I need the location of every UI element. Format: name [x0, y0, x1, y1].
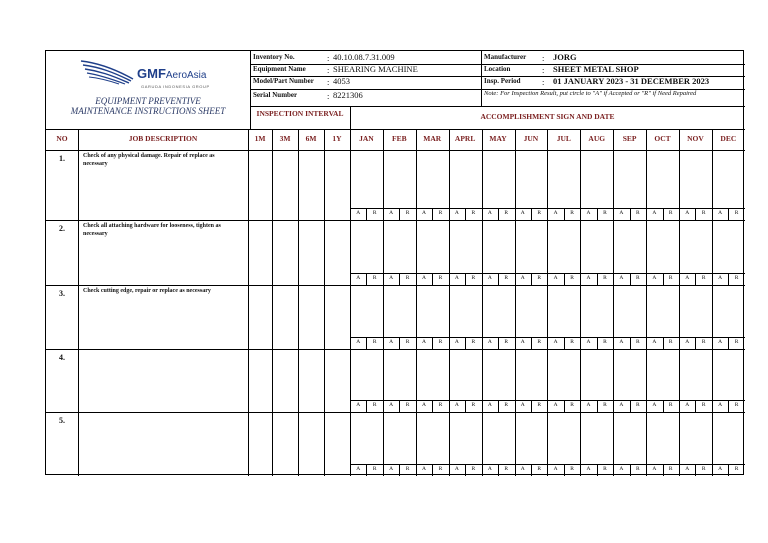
result-option-a: A	[389, 466, 394, 472]
result-option-a: A	[487, 466, 492, 472]
grid-line	[580, 129, 581, 476]
result-option-a: A	[520, 210, 525, 216]
result-option-a: A	[487, 275, 492, 281]
grid-line	[432, 273, 433, 285]
result-option-r: R	[701, 466, 706, 472]
grid-line	[498, 273, 499, 285]
result-option-r: R	[471, 339, 476, 345]
result-option-r: R	[636, 466, 640, 472]
grid-line	[498, 208, 499, 220]
grid-line	[250, 106, 745, 107]
result-option-a: A	[454, 275, 459, 281]
result-option-a: A	[454, 402, 459, 408]
info-sep-left: :	[327, 53, 330, 63]
form-title-line1: EQUIPMENT PREVENTIVE	[95, 96, 201, 106]
column-interval-1y: 1Y	[332, 134, 342, 143]
column-month-jan: JAN	[359, 134, 374, 143]
row-number: 5.	[59, 416, 65, 425]
result-option-a: A	[553, 339, 558, 345]
grid-line	[399, 464, 400, 476]
result-option-a: A	[487, 402, 492, 408]
grid-line	[46, 220, 745, 221]
column-month-mar: MAR	[423, 134, 442, 143]
grid-line	[350, 337, 745, 338]
grid-line	[248, 129, 249, 476]
result-option-a: A	[389, 210, 394, 216]
result-option-r: R	[438, 339, 443, 345]
result-option-a: A	[652, 466, 657, 472]
result-option-a: A	[389, 339, 394, 345]
column-job-description: JOB DESCRIPTION	[128, 134, 198, 143]
grid-line	[46, 129, 745, 130]
brand-name	[137, 66, 206, 81]
result-option-r: R	[372, 275, 377, 281]
grid-line	[366, 208, 367, 220]
grid-line	[498, 400, 499, 412]
result-option-r: R	[537, 402, 541, 408]
grid-line	[416, 129, 417, 476]
result-option-a: A	[487, 210, 492, 216]
column-month-jul: JUL	[556, 134, 571, 143]
grid-line	[728, 400, 729, 412]
grid-line	[324, 129, 325, 476]
grid-line	[663, 208, 664, 220]
result-option-a: A	[520, 402, 525, 408]
grid-line	[630, 273, 631, 285]
grid-line	[728, 337, 729, 349]
result-option-a: A	[520, 466, 525, 472]
result-option-a: A	[652, 402, 657, 408]
result-option-r: R	[734, 339, 739, 345]
result-option-a: A	[553, 402, 558, 408]
grid-line	[498, 337, 499, 349]
result-option-a: A	[685, 402, 690, 408]
grid-line	[695, 208, 696, 220]
grid-line	[597, 464, 598, 476]
result-option-a: A	[356, 402, 361, 408]
grid-line	[663, 337, 664, 349]
result-option-a: A	[422, 339, 426, 345]
column-month-sep: SEP	[622, 134, 637, 143]
result-option-r: R	[734, 466, 739, 472]
info-label-right: Insp. Period	[484, 77, 521, 85]
info-value-left: 40.10.08.7.31.009	[333, 52, 395, 62]
grid-line	[695, 400, 696, 412]
result-option-r: R	[471, 275, 476, 281]
grid-line	[366, 337, 367, 349]
grid-line	[350, 273, 745, 274]
result-option-r: R	[504, 275, 509, 281]
result-option-r: R	[636, 402, 640, 408]
grid-line	[531, 400, 532, 412]
grid-line	[663, 400, 664, 412]
result-option-a: A	[389, 275, 394, 281]
grid-line	[465, 464, 466, 476]
result-option-r: R	[372, 402, 377, 408]
info-sep-right: :	[542, 77, 545, 87]
result-option-a: A	[356, 339, 361, 345]
form-title-line2: MAINTENANCE INSTRUCTIONS SHEET	[70, 106, 226, 116]
grid-line	[432, 464, 433, 476]
result-option-r: R	[537, 466, 541, 472]
result-option-a: A	[619, 402, 624, 408]
result-option-r: R	[570, 339, 574, 345]
grid-line	[564, 464, 565, 476]
column-interval-3m: 3M	[279, 134, 291, 143]
result-option-a: A	[586, 339, 591, 345]
info-label-right: Location	[484, 65, 511, 73]
info-sep-left: :	[327, 77, 330, 87]
grid-line	[597, 208, 598, 220]
result-option-r: R	[668, 466, 673, 472]
grid-line	[597, 400, 598, 412]
grid-line	[695, 464, 696, 476]
result-option-r: R	[636, 210, 640, 216]
result-option-a: A	[454, 339, 459, 345]
grid-line	[46, 349, 745, 350]
grid-line	[728, 208, 729, 220]
info-label-left: Inventory No.	[253, 53, 295, 61]
grid-line	[695, 337, 696, 349]
result-option-a: A	[652, 275, 657, 281]
grid-line	[646, 129, 647, 476]
result-option-r: R	[372, 210, 377, 216]
result-option-a: A	[619, 339, 624, 345]
result-option-a: A	[454, 210, 459, 216]
info-label-left: Model/Part Number	[253, 77, 314, 85]
result-option-r: R	[570, 275, 574, 281]
result-option-r: R	[701, 275, 706, 281]
result-option-r: R	[668, 210, 673, 216]
grid-line	[613, 129, 614, 476]
grid-line	[695, 273, 696, 285]
result-option-a: A	[685, 339, 690, 345]
job-description: Check of any physical damage. Repair of replace as necessary	[83, 153, 215, 167]
result-option-r: R	[438, 275, 443, 281]
info-sep-left: :	[327, 65, 330, 75]
info-label-left: Serial Number	[253, 91, 298, 99]
result-option-r: R	[668, 402, 673, 408]
result-option-r: R	[537, 339, 541, 345]
result-option-r: R	[668, 339, 673, 345]
result-option-a: A	[718, 210, 723, 216]
result-option-r: R	[537, 210, 541, 216]
column-month-feb: FEB	[392, 134, 407, 143]
row-number: 1.	[59, 154, 65, 163]
maintenance-sheet	[45, 50, 744, 475]
grid-line	[564, 400, 565, 412]
grid-line	[350, 129, 351, 476]
column-month-jun: JUN	[523, 134, 539, 143]
result-option-a: A	[553, 275, 558, 281]
result-option-r: R	[668, 275, 673, 281]
result-option-r: R	[603, 339, 607, 345]
result-option-r: R	[603, 466, 607, 472]
result-option-a: A	[422, 402, 426, 408]
grid-line	[728, 273, 729, 285]
grid-line	[663, 464, 664, 476]
grid-line	[366, 464, 367, 476]
result-option-r: R	[504, 339, 509, 345]
result-option-r: R	[570, 466, 574, 472]
row-number: 4.	[59, 353, 65, 362]
result-option-r: R	[734, 402, 739, 408]
grid-line	[630, 337, 631, 349]
grid-line	[432, 400, 433, 412]
grid-line	[564, 273, 565, 285]
column-month-may: MAY	[489, 134, 507, 143]
result-option-r: R	[537, 275, 541, 281]
grid-line	[449, 129, 450, 476]
grid-line	[272, 129, 273, 476]
column-month-dec: DEC	[720, 134, 737, 143]
grid-line	[350, 464, 745, 465]
grid-line	[531, 337, 532, 349]
result-option-r: R	[372, 466, 377, 472]
grid-line	[564, 337, 565, 349]
grid-line	[498, 464, 499, 476]
column-month-oct: OCT	[654, 134, 671, 143]
column-no: NO	[56, 134, 68, 143]
grid-line	[515, 129, 516, 476]
result-option-a: A	[718, 466, 723, 472]
job-description: Check all attaching hardware for looseness, tighten as necessary	[83, 223, 221, 237]
row-number: 2.	[59, 224, 65, 233]
info-sep-right: :	[542, 65, 545, 75]
info-value-right: 01 JANUARY 2023 - 31 DECEMBER 2023	[553, 76, 710, 86]
result-option-r: R	[405, 402, 410, 408]
grid-line	[531, 208, 532, 220]
grid-line	[350, 208, 745, 209]
grid-line	[531, 273, 532, 285]
result-option-a: A	[586, 466, 591, 472]
grid-line	[432, 208, 433, 220]
result-option-r: R	[471, 210, 476, 216]
result-option-a: A	[454, 466, 459, 472]
grid-line	[298, 129, 299, 476]
result-option-a: A	[553, 466, 558, 472]
result-option-a: A	[520, 339, 525, 345]
result-option-r: R	[734, 275, 739, 281]
grid-line	[597, 337, 598, 349]
grid-line	[46, 412, 745, 413]
info-value-left: 8221306	[333, 90, 363, 100]
result-option-a: A	[356, 466, 361, 472]
grid-line	[465, 273, 466, 285]
grid-line	[630, 208, 631, 220]
grid-line	[399, 208, 400, 220]
grid-line	[383, 129, 384, 476]
grid-line	[78, 129, 79, 476]
grid-line	[728, 464, 729, 476]
result-option-a: A	[586, 275, 591, 281]
info-label-right: Manufacturer	[484, 53, 527, 61]
result-option-r: R	[504, 402, 509, 408]
info-value-right: SHEET METAL SHOP	[553, 64, 639, 74]
result-option-a: A	[685, 275, 690, 281]
result-option-a: A	[586, 402, 591, 408]
brand-sub: AeroAsia	[165, 70, 207, 81]
result-option-a: A	[619, 466, 624, 472]
grid-line	[481, 51, 482, 106]
result-option-a: A	[422, 466, 426, 472]
grid-line	[547, 129, 548, 476]
grid-line	[465, 337, 466, 349]
result-option-a: A	[652, 210, 657, 216]
result-option-r: R	[405, 210, 410, 216]
result-option-r: R	[372, 339, 377, 345]
column-month-aug: AUG	[588, 134, 606, 143]
info-value-left: 4053	[333, 76, 350, 86]
result-option-a: A	[685, 210, 690, 216]
grid-line	[597, 273, 598, 285]
info-sep-left: :	[327, 91, 330, 101]
column-interval-1m: 1M	[254, 134, 266, 143]
result-option-a: A	[389, 402, 394, 408]
result-option-a: A	[652, 339, 657, 345]
grid-line	[712, 129, 713, 476]
result-option-a: A	[718, 339, 723, 345]
result-option-r: R	[701, 402, 706, 408]
result-option-a: A	[619, 210, 624, 216]
result-option-a: A	[586, 210, 591, 216]
inspection-interval-header: INSPECTION INTERVAL	[256, 109, 344, 118]
result-option-r: R	[438, 402, 443, 408]
result-option-r: R	[438, 466, 443, 472]
result-option-r: R	[405, 339, 410, 345]
grid-line	[399, 273, 400, 285]
column-month-aprl: APRL	[454, 134, 476, 143]
grid-line	[531, 464, 532, 476]
grid-line	[679, 129, 680, 476]
result-option-a: A	[619, 275, 624, 281]
result-option-r: R	[603, 210, 607, 216]
result-option-a: A	[520, 275, 525, 281]
result-option-a: A	[422, 210, 426, 216]
column-month-nov: NOV	[687, 134, 704, 143]
result-option-r: R	[570, 210, 574, 216]
job-description: Check cutting edge, repair or replace as necessary	[83, 288, 211, 294]
result-option-a: A	[553, 210, 558, 216]
grid-line	[564, 208, 565, 220]
grid-line	[432, 337, 433, 349]
result-option-r: R	[504, 210, 509, 216]
grid-line	[630, 464, 631, 476]
grid-line	[482, 129, 483, 476]
result-option-r: R	[438, 210, 443, 216]
result-option-r: R	[636, 339, 640, 345]
result-option-r: R	[603, 275, 607, 281]
info-sep-right: :	[542, 53, 545, 63]
result-option-r: R	[701, 339, 706, 345]
result-option-r: R	[405, 275, 410, 281]
result-option-r: R	[701, 210, 706, 216]
grid-line	[366, 400, 367, 412]
result-option-r: R	[405, 466, 410, 472]
result-option-r: R	[471, 466, 476, 472]
result-option-a: A	[718, 402, 723, 408]
result-option-a: A	[356, 275, 361, 281]
brand-tagline: GARUDA INDONESIA GROUP	[141, 84, 210, 89]
gmf-swoosh-icon	[79, 57, 135, 85]
result-option-r: R	[636, 275, 640, 281]
grid-line	[465, 208, 466, 220]
result-option-a: A	[487, 339, 492, 345]
info-value-right: JORG	[553, 52, 577, 62]
grid-line	[399, 337, 400, 349]
grid-line	[46, 285, 745, 286]
result-option-r: R	[504, 466, 509, 472]
gmf-logo	[79, 57, 249, 91]
grid-line	[46, 150, 745, 151]
column-interval-6m: 6M	[305, 134, 317, 143]
result-option-a: A	[422, 275, 426, 281]
grid-line	[366, 273, 367, 285]
accomplishment-header: ACCOMPLISHMENT SIGN AND DATE	[480, 112, 615, 121]
result-option-a: A	[718, 275, 723, 281]
result-option-a: A	[356, 210, 361, 216]
brand-main: GMF	[137, 66, 166, 81]
grid-line	[399, 400, 400, 412]
row-number: 3.	[59, 289, 65, 298]
grid-line	[465, 400, 466, 412]
inspection-note: Note: For Inspection Result, put circle to "A" if Accepted or "R" if Need Repaired	[484, 90, 697, 97]
result-option-r: R	[471, 402, 476, 408]
result-option-r: R	[603, 402, 607, 408]
info-value-left: SHEARING MACHINE	[333, 64, 418, 74]
grid-line	[630, 400, 631, 412]
result-option-r: R	[570, 402, 574, 408]
grid-line	[350, 400, 745, 401]
info-label-left: Equipment Name	[253, 65, 306, 73]
result-option-r: R	[734, 210, 739, 216]
grid-line	[663, 273, 664, 285]
result-option-a: A	[685, 466, 690, 472]
